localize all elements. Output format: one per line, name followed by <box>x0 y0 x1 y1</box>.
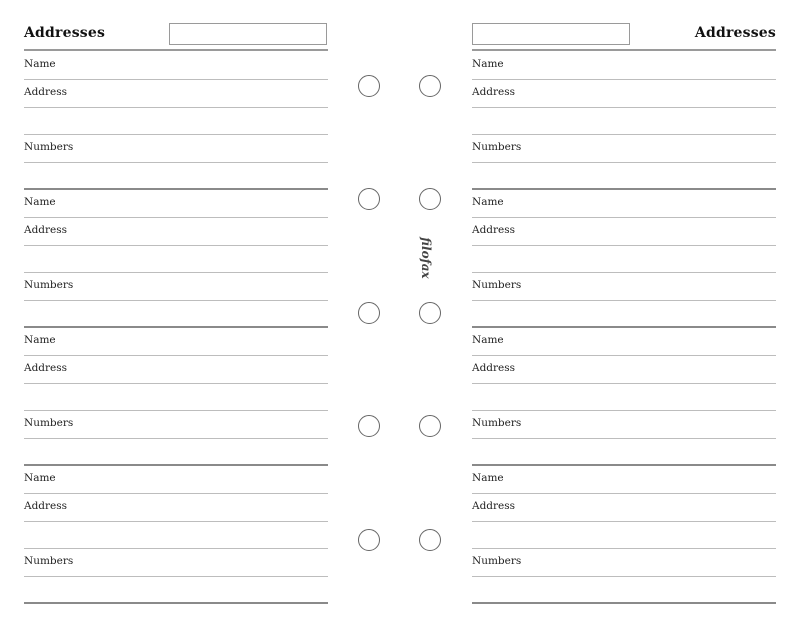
punch-hole <box>358 188 380 210</box>
punch-hole <box>419 75 441 97</box>
address-line-1[interactable] <box>24 107 328 108</box>
numbers-label: Numbers <box>472 417 522 429</box>
name-label: Name <box>472 196 504 208</box>
numbers-line[interactable] <box>472 300 776 301</box>
address-line-2[interactable] <box>472 410 776 411</box>
left-title-input-box[interactable] <box>169 23 327 45</box>
address-line-2[interactable] <box>24 410 328 411</box>
numbers-line[interactable] <box>472 438 776 439</box>
numbers-label: Numbers <box>472 279 522 291</box>
name-line[interactable] <box>472 217 776 218</box>
right-entry-2 <box>472 190 776 327</box>
numbers-line[interactable] <box>24 438 328 439</box>
entry-divider <box>24 602 328 604</box>
address-label: Address <box>24 224 68 236</box>
numbers-label: Numbers <box>24 141 74 153</box>
name-label: Name <box>24 58 56 70</box>
left-entry-2 <box>24 190 328 327</box>
name-line[interactable] <box>472 355 776 356</box>
address-line-1[interactable] <box>472 383 776 384</box>
name-label: Name <box>472 58 504 70</box>
address-line-1[interactable] <box>472 107 776 108</box>
left-page-title: Addresses <box>24 25 106 41</box>
numbers-line[interactable] <box>472 576 776 577</box>
name-line[interactable] <box>24 217 328 218</box>
name-line[interactable] <box>472 79 776 80</box>
punch-hole <box>358 302 380 324</box>
right-header-rule <box>472 49 776 51</box>
name-label: Name <box>24 472 56 484</box>
punch-hole <box>419 415 441 437</box>
numbers-label: Numbers <box>472 141 522 153</box>
name-label: Name <box>472 472 504 484</box>
punch-hole <box>419 529 441 551</box>
name-line[interactable] <box>472 493 776 494</box>
name-line[interactable] <box>24 355 328 356</box>
name-line[interactable] <box>24 79 328 80</box>
left-entry-3 <box>24 328 328 465</box>
numbers-label: Numbers <box>24 417 74 429</box>
numbers-line[interactable] <box>24 162 328 163</box>
name-line[interactable] <box>24 493 328 494</box>
numbers-line[interactable] <box>24 300 328 301</box>
address-label: Address <box>24 362 68 374</box>
right-header <box>472 22 776 48</box>
name-label: Name <box>24 196 56 208</box>
address-line-1[interactable] <box>472 245 776 246</box>
punch-hole <box>419 188 441 210</box>
address-line-2[interactable] <box>472 272 776 273</box>
address-label: Address <box>472 86 516 98</box>
punch-hole <box>419 302 441 324</box>
right-entry-4 <box>472 466 776 603</box>
numbers-label: Numbers <box>24 279 74 291</box>
address-label: Address <box>24 500 68 512</box>
address-line-2[interactable] <box>472 548 776 549</box>
name-label: Name <box>24 334 56 346</box>
address-label: Address <box>472 500 516 512</box>
name-label: Name <box>472 334 504 346</box>
address-line-1[interactable] <box>472 521 776 522</box>
address-label: Address <box>24 86 68 98</box>
entry-divider <box>472 602 776 604</box>
punch-hole <box>358 75 380 97</box>
address-line-1[interactable] <box>24 521 328 522</box>
left-entry-1 <box>24 52 328 189</box>
numbers-label: Numbers <box>24 555 74 567</box>
numbers-line[interactable] <box>472 162 776 163</box>
address-line-1[interactable] <box>24 383 328 384</box>
address-line-2[interactable] <box>24 134 328 135</box>
right-title-input-box[interactable] <box>472 23 630 45</box>
brand-logo-text: filofax <box>419 237 433 279</box>
address-label: Address <box>472 224 516 236</box>
address-line-1[interactable] <box>24 245 328 246</box>
left-header <box>24 22 328 48</box>
address-line-2[interactable] <box>24 272 328 273</box>
punch-hole <box>358 529 380 551</box>
right-page-title: Addresses <box>694 25 776 41</box>
punch-hole <box>358 415 380 437</box>
address-label: Address <box>472 362 516 374</box>
numbers-line[interactable] <box>24 576 328 577</box>
left-entry-4 <box>24 466 328 603</box>
address-line-2[interactable] <box>24 548 328 549</box>
right-entry-3 <box>472 328 776 465</box>
address-line-2[interactable] <box>472 134 776 135</box>
right-entry-1 <box>472 52 776 189</box>
numbers-label: Numbers <box>472 555 522 567</box>
left-header-rule <box>24 49 328 51</box>
